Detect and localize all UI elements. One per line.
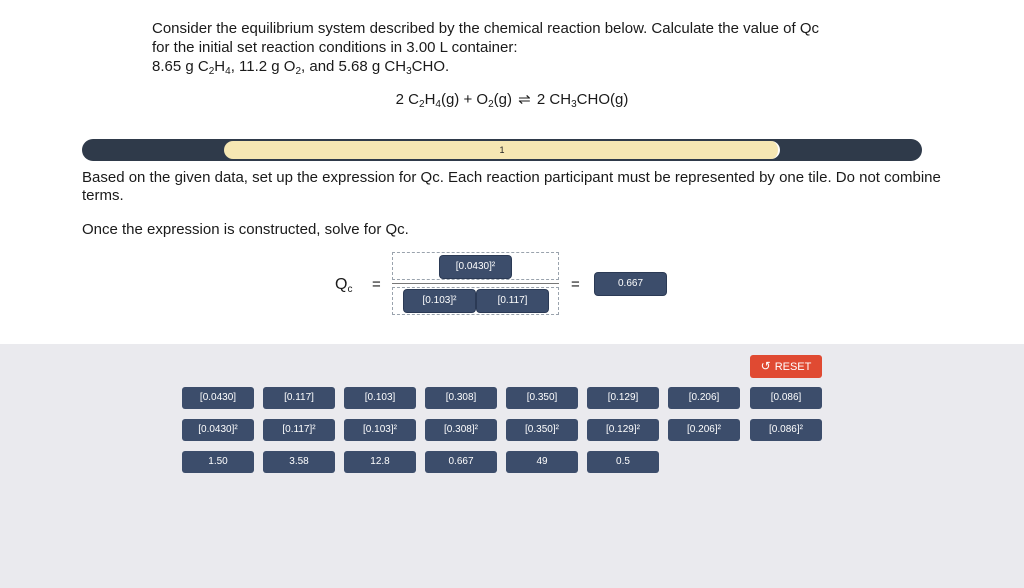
progress-step-label: 1	[499, 145, 505, 155]
palette-tile[interactable]: [0.350]²	[506, 419, 578, 441]
qc-label: $Q_c$	[335, 276, 353, 295]
solve-instruction: Once the expression is constructed, solve for Qc.	[82, 221, 409, 238]
undo-icon: ↺	[760, 359, 771, 373]
palette-tile[interactable]: [0.103]²	[344, 419, 416, 441]
equals-sign: =	[372, 276, 381, 293]
palette-tile[interactable]: [0.0430]²	[182, 419, 254, 441]
palette-tile[interactable]: 12.8	[344, 451, 416, 473]
palette-tile[interactable]: 1.50	[182, 451, 254, 473]
chemical-equation: 2 $C_2H_4(g) + O_2(g)$ ⇌ 2 $CH_3CHO(g)$	[395, 91, 629, 110]
palette-tile[interactable]: [0.0430]	[182, 387, 254, 409]
numerator-tile[interactable]: [0.0430]²	[440, 256, 511, 278]
instructions-text: Based on the given data, set up the expression for Qc. Each reaction participant must be represented by one tile. Do not combine terms.	[82, 169, 941, 204]
palette-tile[interactable]: [0.086]²	[750, 419, 822, 441]
denominator-tile[interactable]: [0.117]	[477, 290, 548, 312]
palette-tile[interactable]: [0.308]	[425, 387, 497, 409]
palette-tile[interactable]: [0.350]	[506, 387, 578, 409]
palette-tile[interactable]: [0.206]	[668, 387, 740, 409]
palette-tile[interactable]: 3.58	[263, 451, 335, 473]
palette-tile[interactable]: 49	[506, 451, 578, 473]
palette-tile[interactable]: [0.117]²	[263, 419, 335, 441]
palette-tile[interactable]: [0.129]	[587, 387, 659, 409]
question-line-1: Consider the equilibrium system described by the chemical reaction below. Calculate the value of Qc	[152, 20, 820, 37]
answer-tile[interactable]: 0.667	[595, 273, 666, 295]
palette-tile[interactable]: [0.086]	[750, 387, 822, 409]
palette-tile[interactable]: [0.117]	[263, 387, 335, 409]
equilibrium-arrow-icon: ⇌	[518, 91, 531, 108]
palette-tile[interactable]: [0.206]²	[668, 419, 740, 441]
palette-tile[interactable]: 0.667	[425, 451, 497, 473]
fraction-bar	[392, 283, 559, 284]
question-line-2: for the initial set reaction conditions in 3.00 L container:	[152, 39, 518, 56]
palette-tile[interactable]: [0.308]²	[425, 419, 497, 441]
palette-tile[interactable]: [0.103]	[344, 387, 416, 409]
palette-tile[interactable]: 0.5	[587, 451, 659, 473]
equals-sign: =	[571, 276, 580, 293]
palette-tile[interactable]: [0.129]²	[587, 419, 659, 441]
reset-button[interactable]: ↺ RESET	[750, 355, 822, 378]
denominator-tile[interactable]: [0.103]²	[404, 290, 475, 312]
question-line-3: 8.65 g $C_2H_4$, 11.2 g $O_2$, and 5.68 g $CH_3CHO$.	[152, 58, 450, 77]
question-text	[152, 19, 872, 76]
